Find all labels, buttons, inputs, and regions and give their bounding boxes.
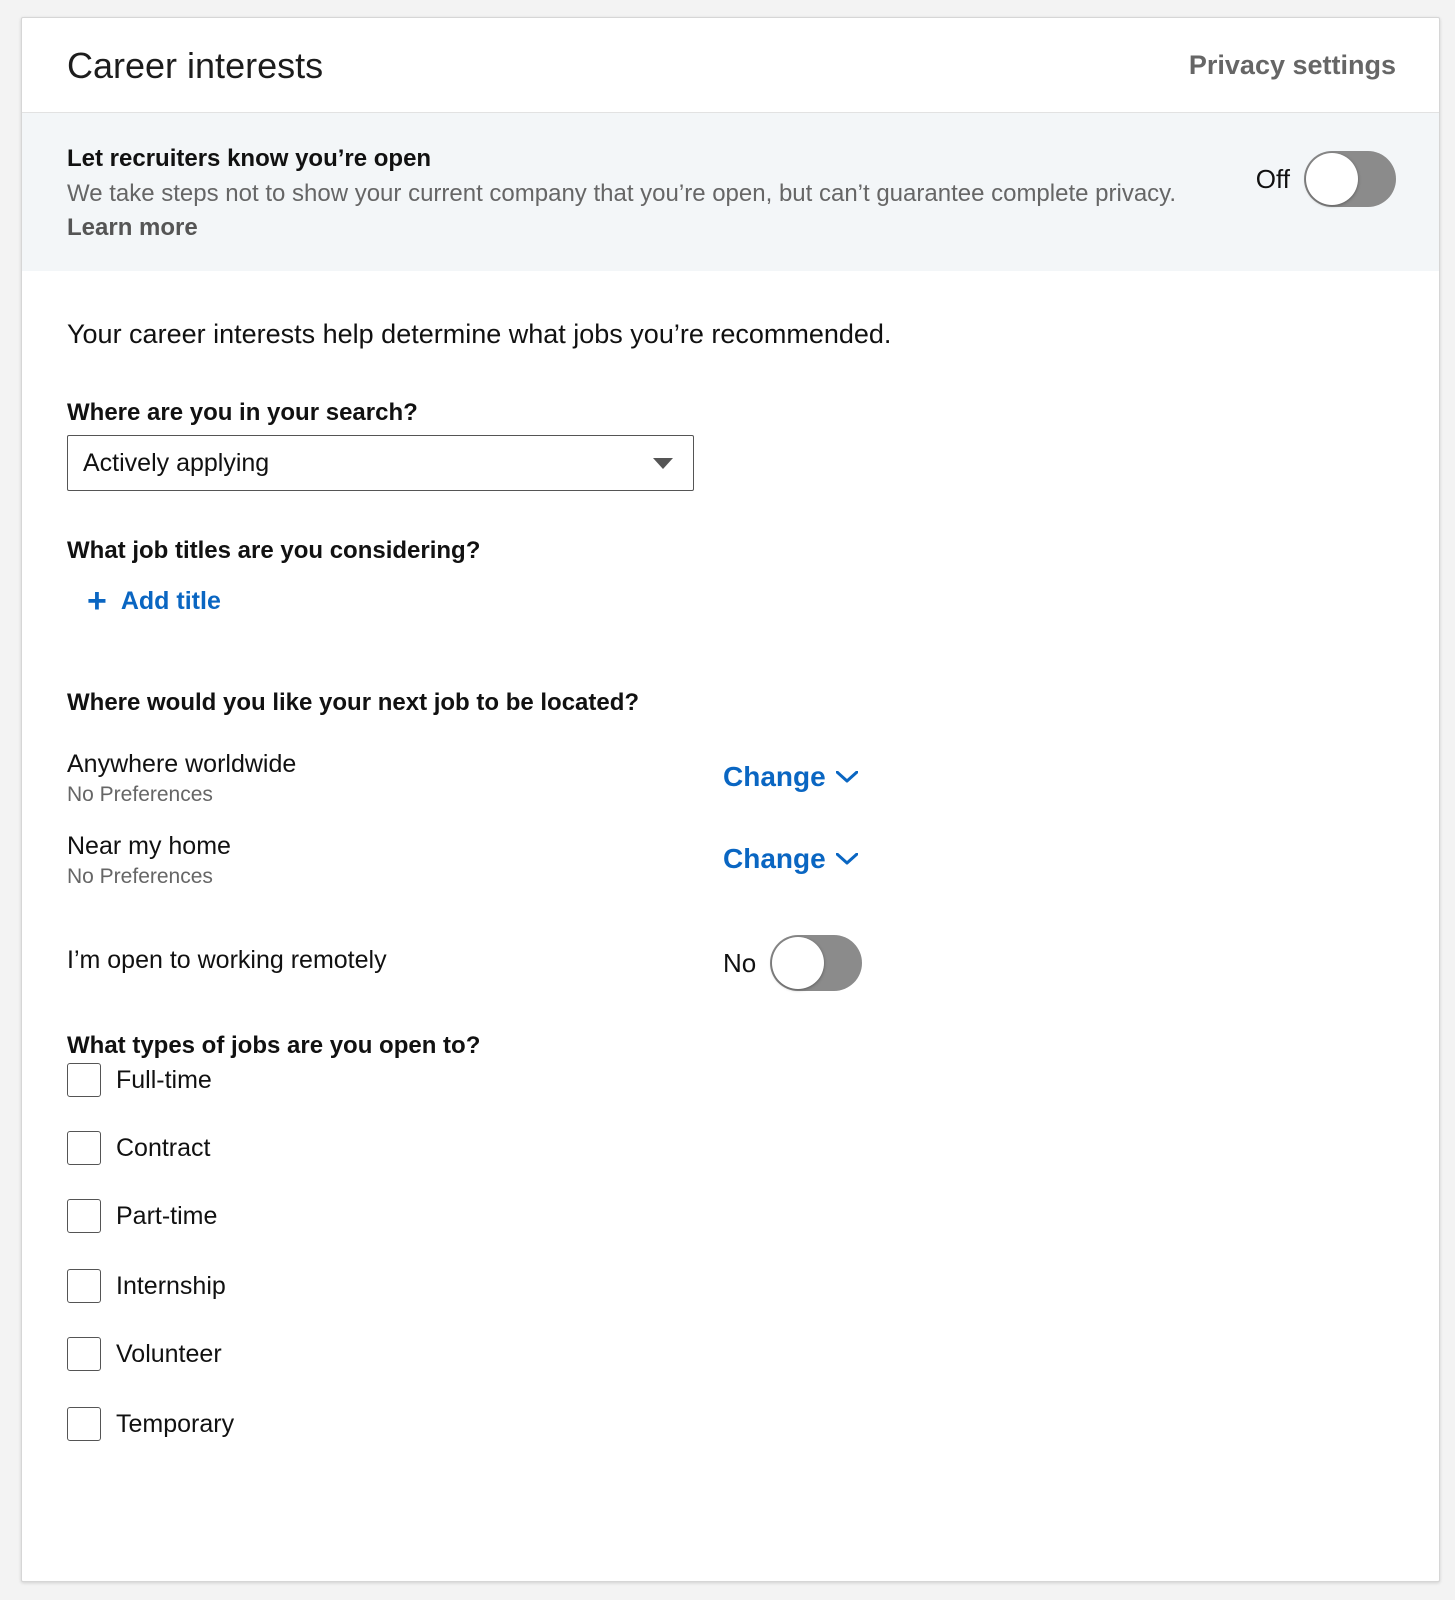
checkbox[interactable] (67, 1269, 101, 1303)
search-stage-value: Actively applying (83, 449, 270, 477)
career-interests-card (21, 17, 1440, 1582)
add-title-label: Add title (120, 586, 221, 615)
chevron-down-icon (836, 771, 858, 783)
search-stage-question: Where are you in your search? (67, 399, 418, 426)
checkbox-label: Contract (116, 1133, 211, 1162)
job-type-volunteer[interactable] (67, 1337, 222, 1371)
checkbox-label: Temporary (116, 1409, 235, 1438)
card-header (22, 18, 1439, 113)
checkbox[interactable] (67, 1063, 101, 1097)
checkbox-label: Volunteer (116, 1339, 222, 1368)
intro-text: Your career interests help determine what jobs you’re recommended. (67, 319, 892, 349)
checkbox[interactable] (67, 1131, 101, 1165)
plus-icon: + (87, 582, 107, 620)
open-to-recruiters-toggle-label: Off (1255, 163, 1290, 194)
job-type-contract[interactable] (67, 1131, 210, 1165)
checkbox-label: Full-time (116, 1065, 212, 1094)
chevron-down-icon (836, 853, 858, 865)
job-titles-question: What job titles are you considering? (67, 537, 481, 564)
open-to-recruiters-description-text: We take steps not to show your current company that you’re open, but can’t guarantee complete privacy. (67, 180, 1177, 207)
change-label: Change (723, 761, 826, 792)
remote-toggle-group (723, 935, 862, 991)
location-question: Where would you like your next job to be located? (67, 689, 640, 716)
checkbox[interactable] (67, 1337, 101, 1371)
toggle-knob (772, 937, 824, 989)
page-title: Career interests (67, 45, 324, 86)
checkbox-label: Internship (116, 1271, 226, 1300)
location-option-sub: No Preferences (67, 783, 213, 806)
add-title-button[interactable] (87, 582, 221, 620)
open-to-recruiters-description (67, 177, 1217, 245)
open-to-recruiters-title: Let recruiters know you’re open (67, 145, 432, 172)
location-option-label: Anywhere worldwide (67, 750, 297, 778)
checkbox-label: Part-time (116, 1201, 218, 1230)
change-label: Change (723, 843, 826, 874)
change-near-home-button[interactable] (723, 843, 858, 875)
learn-more-link[interactable]: Learn more (67, 214, 198, 241)
job-type-full-time[interactable] (67, 1063, 212, 1097)
job-type-temporary[interactable] (67, 1407, 234, 1441)
privacy-settings-link[interactable]: Privacy settings (1188, 50, 1396, 80)
remote-label: I’m open to working remotely (67, 946, 387, 974)
checkbox[interactable] (67, 1199, 101, 1233)
remote-toggle-label: No (723, 947, 757, 978)
caret-down-icon (653, 458, 673, 469)
job-type-internship[interactable] (67, 1269, 226, 1303)
open-to-recruiters-banner (22, 113, 1439, 271)
job-types-question: What types of jobs are you open to? (67, 1032, 481, 1059)
remote-toggle[interactable] (770, 935, 862, 991)
job-type-part-time[interactable] (67, 1199, 217, 1233)
location-option-label: Near my home (67, 832, 231, 860)
search-stage-select[interactable] (67, 435, 694, 491)
checkbox[interactable] (67, 1407, 101, 1441)
open-to-recruiters-toggle-group (1256, 151, 1396, 207)
change-anywhere-button[interactable] (723, 761, 858, 793)
location-option-sub: No Preferences (67, 865, 213, 888)
open-to-recruiters-toggle[interactable] (1304, 151, 1396, 207)
toggle-knob (1306, 153, 1358, 205)
